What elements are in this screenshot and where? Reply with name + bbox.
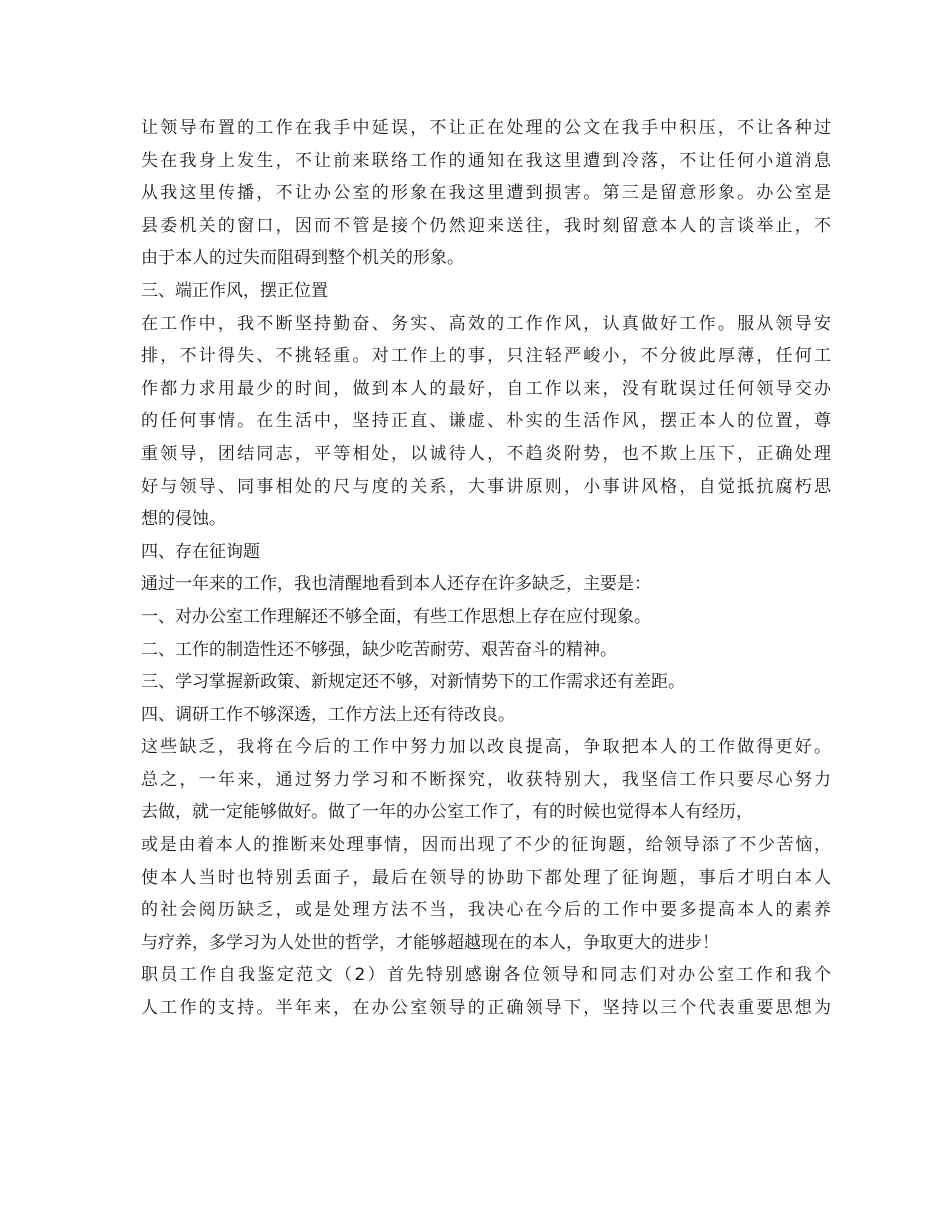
paragraph-line: 在工作中，我不断坚持勤奋、务实、高效的工作作风，认真做好工作。服从领导安 <box>141 313 831 334</box>
paragraph-line: 四、调研工作不够深透，工作方法上还有待改良。 <box>141 704 515 725</box>
paragraph-line: 让领导布置的工作在我手中延误，不让正在处理的公文在我手中积压，不让各种过 <box>141 118 831 138</box>
paragraph-line: 一、对办公室工作理解还不够全面，有些工作思想上存在应付现象。 <box>141 606 651 627</box>
paragraph-line: 排，不计得失、不挑轻重。对工作上的事，只注轻严峻小，不分彼此厚薄，任何工 <box>141 346 831 367</box>
paragraph-line: 这些缺乏，我将在今后的工作中努力加以改良提高，争取把本人的工作做得更好。 <box>141 737 831 758</box>
paragraph-line: 或是由着本人的推断来处理事情，因而出现了不少的征询题，给领导添了不少苦恼， <box>141 835 831 856</box>
paragraph-line: 与疗养，多学习为人处世的哲学，才能够超越现在的本人，争取更大的进步！ <box>141 932 719 953</box>
paragraph-line: 通过一年来的工作，我也清醒地看到本人还存在许多缺乏，主要是： <box>141 574 651 595</box>
paragraph-line: 县委机关的窗口，因而不管是接个仍然迎来送往，我时刻留意本人的言谈举止，不 <box>141 215 831 236</box>
paragraph-line: 重领导，团结同志，平等相处，以诚待人，不趋炎附势，也不欺上压下，正确处理 <box>141 443 831 464</box>
paragraph-line: 作都力求用最少的时间，做到本人的最好，自工作以来，没有耽误过任何领导交办 <box>141 378 831 399</box>
paragraph-line: 由于本人的过失而阻碍到整个机关的形象。 <box>141 248 464 269</box>
paragraph-line: 从我这里传播，不让办公室的形象在我这里遭到损害。第三是留意形象。办公室是 <box>141 183 831 204</box>
paragraph-line: 人工作的支持。半年来，在办公室领导的正确领导下，坚持以三个代表重要思想为 <box>141 998 831 1019</box>
paragraph-line: 使本人当时也特别丢面子，最后在领导的协助下都处理了征询题，事后才明白本人 <box>141 867 831 888</box>
section-heading: 四、存在征询题 <box>141 541 260 562</box>
paragraph-line: 二、工作的制造性还不够强，缺少吃苦耐劳、艰苦奋斗的精神。 <box>141 639 617 660</box>
paragraph-line: 想的侵蚀。 <box>141 509 226 530</box>
paragraph-line: 的任何事情。在生活中，坚持正直、谦虚、朴实的生活作风，摆正本人的位置，尊 <box>141 411 831 432</box>
paragraph-line: 总之，一年来，通过努力学习和不断探究，收获特别大，我坚信工作只要尽心努力 <box>141 769 831 790</box>
paragraph-line: 职员工作自我鉴定范文（2）首先特别感谢各位领导和同志们对办公室工作和我个 <box>141 965 831 986</box>
paragraph-line: 的社会阅历缺乏，或是处理方法不当，我决心在今后的工作中要多提高本人的素养 <box>141 900 831 921</box>
paragraph-line: 好与领导、同事相处的尺与度的关系，大事讲原则，小事讲风格，自觉抵抗腐朽思 <box>141 476 831 497</box>
paragraph-line: 去做，就一定能够做好。做了一年的办公室工作了，有的时候也觉得本人有经历， <box>141 802 753 823</box>
document-page <box>141 112 831 1025</box>
paragraph-line: 失在我身上发生，不让前来联络工作的通知在我这里遭到冷落，不让任何小道消息 <box>141 150 831 171</box>
section-heading: 三、端正作风，摆正位置 <box>141 280 328 301</box>
paragraph-line: 三、学习掌握新政策、新规定还不够，对新情势下的工作需求还有差距。 <box>141 672 685 693</box>
